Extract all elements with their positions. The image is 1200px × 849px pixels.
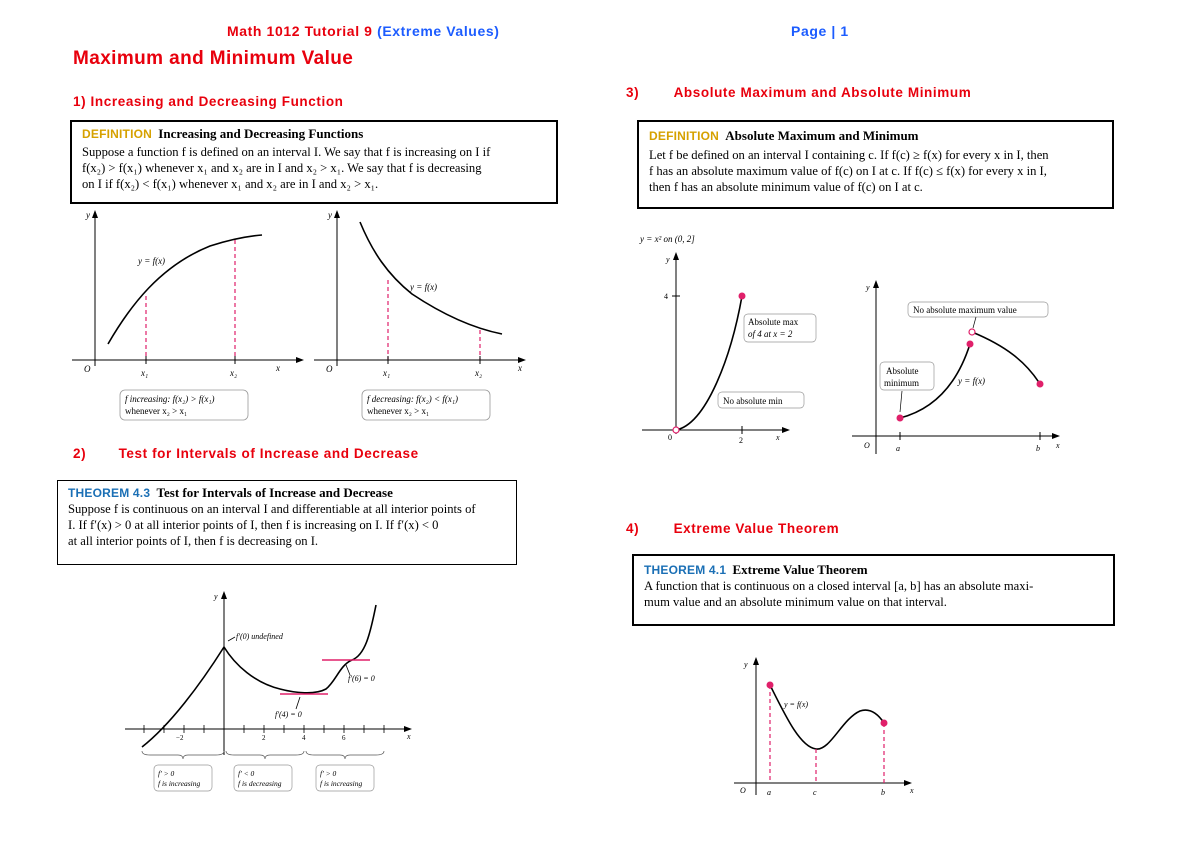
curve-label: y = f(x) xyxy=(784,700,809,709)
figure-title: y = x² on (0, 2] xyxy=(640,234,695,244)
figure-x-squared xyxy=(636,228,836,458)
curve-label: y = f(x) xyxy=(138,256,166,266)
x-label: x xyxy=(1056,441,1060,450)
theorem-keyword: THEOREM 4.3 xyxy=(68,486,151,500)
min-callout-line-1: Absolute xyxy=(886,366,919,376)
tick-c-label: c xyxy=(813,788,817,797)
section-4-number: 4) xyxy=(626,521,640,536)
tick-2: 2 xyxy=(262,734,266,742)
x-axis-arrow xyxy=(1052,433,1060,439)
x-axis-arrow xyxy=(782,427,790,433)
origin-label: O xyxy=(326,364,333,374)
tick-2-label: 2 xyxy=(739,436,743,445)
caption-line-1: f decreasing: f(x₂) < f(x₁) xyxy=(367,394,458,404)
theorem-line-2: mum value and an absolute minimum value on that interval. xyxy=(644,595,947,609)
figure-increasing-function xyxy=(70,206,310,426)
open-endpoint xyxy=(673,427,679,433)
theorem-4-1 xyxy=(632,554,1115,626)
x-axis-arrow xyxy=(296,357,304,363)
interval-3-line-2: f is increasing xyxy=(320,779,363,788)
decreasing-curve xyxy=(360,222,502,334)
brace-interval-2 xyxy=(226,751,304,759)
function-curve xyxy=(142,605,376,747)
y-label: y xyxy=(214,592,218,601)
x-label: x xyxy=(776,433,780,442)
y-axis-arrow xyxy=(673,252,679,260)
definition-increasing-decreasing xyxy=(70,120,558,204)
header-course xyxy=(227,23,500,39)
section-4-title xyxy=(626,521,839,536)
header-course-text: Math 1012 Tutorial 9 xyxy=(227,23,373,39)
x1-label: x₁ xyxy=(141,368,149,378)
definition-line-3: then f has an absolute minimum value of f(c) on I at c. xyxy=(649,180,923,194)
section-4-text: Extreme Value Theorem xyxy=(673,521,840,536)
theorem-4-3 xyxy=(57,480,517,565)
section-3-number: 3) xyxy=(626,85,640,100)
y-axis-arrow xyxy=(221,591,227,599)
no-max-leader xyxy=(973,317,976,328)
tick-6: 6 xyxy=(342,734,346,742)
interval-2-line-1: f′ < 0 xyxy=(238,769,255,778)
minimum-point xyxy=(897,415,904,422)
tick-b-label: b xyxy=(881,788,885,797)
curve-label: y = f(x) xyxy=(958,376,986,386)
interval-1-line-1: f′ > 0 xyxy=(158,769,175,778)
figure-decreasing-function xyxy=(312,206,552,426)
curve-label: y = f(x) xyxy=(410,282,438,292)
closed-endpoint-max xyxy=(739,293,746,300)
brace-interval-1 xyxy=(142,751,224,759)
figure-extreme-value-theorem xyxy=(730,655,930,805)
section-1-title: 1) Increasing and Decreasing Function xyxy=(73,94,344,109)
y-label: y xyxy=(86,210,90,220)
x-label: x xyxy=(407,732,411,741)
definition-title: Absolute Maximum and Minimum xyxy=(725,128,919,143)
x-label: x xyxy=(910,786,914,795)
header-page-number: Page | 1 xyxy=(791,23,849,39)
min-callout-line-2: minimum xyxy=(884,378,920,388)
definition-line-2: f(x₂) > f(x₁) whenever x₁ and x₂ are in I and x₂ > x₁. We say that f is decreasing xyxy=(82,161,482,175)
x1-label: x₁ xyxy=(383,368,391,378)
f4-label: f′(4) = 0 xyxy=(275,710,302,719)
x2-label: x₂ xyxy=(230,368,238,378)
definition-title: Increasing and Decreasing Functions xyxy=(158,126,364,141)
undefined-label: f′(0) undefined xyxy=(236,632,283,641)
y-label: y xyxy=(744,660,748,669)
min-leader xyxy=(900,391,902,412)
caption-line-2: whenever x₂ > x₁ xyxy=(125,406,188,416)
tick-b-label: b xyxy=(1036,444,1040,453)
evt-curve xyxy=(770,685,884,749)
y-axis-arrow xyxy=(873,280,879,288)
max-point xyxy=(767,682,774,689)
y-axis-arrow xyxy=(753,657,759,665)
interval-3-line-1: f′ > 0 xyxy=(320,769,337,778)
theorem-line-3: at all interior points of I, then f is decreasing on I. xyxy=(68,534,319,548)
tick-minus-2: −2 xyxy=(176,734,184,742)
no-max-callout: No absolute maximum value xyxy=(913,305,1017,315)
tick-a-label: a xyxy=(767,788,771,797)
y-label: y xyxy=(666,255,670,264)
definition-keyword: DEFINITION xyxy=(649,129,719,143)
definition-line-1: Suppose a function f is defined on an interval I. We say that f is increasing on I if xyxy=(82,145,491,159)
main-title: Maximum and Minimum Value xyxy=(73,48,354,69)
max-callout-line-2: of 4 at x = 2 xyxy=(748,329,793,339)
origin-label: O xyxy=(740,786,746,795)
definition-absolute-max-min xyxy=(637,120,1114,209)
f6-label: f′(6) = 0 xyxy=(348,674,375,683)
interval-2-line-2: f is decreasing xyxy=(238,779,282,788)
caption-line-2: whenever x₂ > x₁ xyxy=(367,406,430,416)
increasing-curve xyxy=(108,235,262,344)
no-min-callout: No absolute min xyxy=(723,396,783,406)
definition-keyword: DEFINITION xyxy=(82,127,152,141)
max-callout-line-1: Absolute max xyxy=(748,317,799,327)
y-axis-arrow xyxy=(92,210,98,218)
caption-line-1: f increasing: f(x₂) > f(x₁) xyxy=(125,394,215,404)
header-topic-text: (Extreme Values) xyxy=(377,23,500,39)
origin-label: O xyxy=(864,441,870,450)
x2-label: x₂ xyxy=(475,368,483,378)
brace-interval-3 xyxy=(306,751,384,759)
parabola-curve xyxy=(676,296,742,430)
section-3-text: Absolute Maximum and Absolute Minimum xyxy=(673,85,972,100)
origin-label: O xyxy=(84,364,91,374)
open-point xyxy=(969,329,975,335)
theorem-line-2: I. If f′(x) > 0 at all interior points of I, then f is increasing on I. If f′(x) < 0 xyxy=(68,518,439,532)
definition-line-1: Let f be defined on an interval I containing c. If f(c) ≥ f(x) for every x in I, then xyxy=(649,148,1049,162)
theorem-line-1: Suppose f is continuous on an interval I and differentiable at all interior points of xyxy=(68,502,476,516)
tick-a-label: a xyxy=(896,444,900,453)
figure-no-absolute-max xyxy=(846,278,1076,463)
theorem-line-1: A function that is continuous on a closed interval [a, b] has an absolute maxi- xyxy=(644,579,1034,593)
figure-increase-decrease-test xyxy=(120,585,420,800)
left-closed-endpoint xyxy=(967,341,974,348)
x-label: x xyxy=(518,363,522,373)
tick-4: 4 xyxy=(302,734,306,742)
section-2-number: 2) xyxy=(73,446,87,461)
f4-leader xyxy=(296,697,300,709)
definition-line-2: f has an absolute maximum value of f(c) on I at c. If f(c) ≤ f(x) for every x in I, xyxy=(649,164,1047,178)
section-3-title xyxy=(626,85,971,100)
x-label: x xyxy=(276,363,280,373)
undefined-leader xyxy=(228,637,235,641)
right-endpoint xyxy=(1037,381,1044,388)
theorem-keyword: THEOREM 4.1 xyxy=(644,563,727,577)
origin-label: 0 xyxy=(668,433,672,442)
section-2-title xyxy=(73,446,419,461)
definition-line-3: on I if f(x₂) < f(x₁) whenever x₁ and x₂ are in I and x₂ > x₁. xyxy=(82,177,379,191)
interval-1-line-2: f is increasing xyxy=(158,779,201,788)
section-2-text: Test for Intervals of Increase and Decrease xyxy=(118,446,419,461)
y-axis-arrow xyxy=(334,210,340,218)
theorem-title: Test for Intervals of Increase and Decrease xyxy=(156,485,393,500)
y-label: y xyxy=(328,210,332,220)
theorem-title: Extreme Value Theorem xyxy=(732,562,868,577)
tick-4-label: 4 xyxy=(664,292,668,301)
right-endpoint xyxy=(881,720,888,727)
y-label: y xyxy=(866,283,870,292)
